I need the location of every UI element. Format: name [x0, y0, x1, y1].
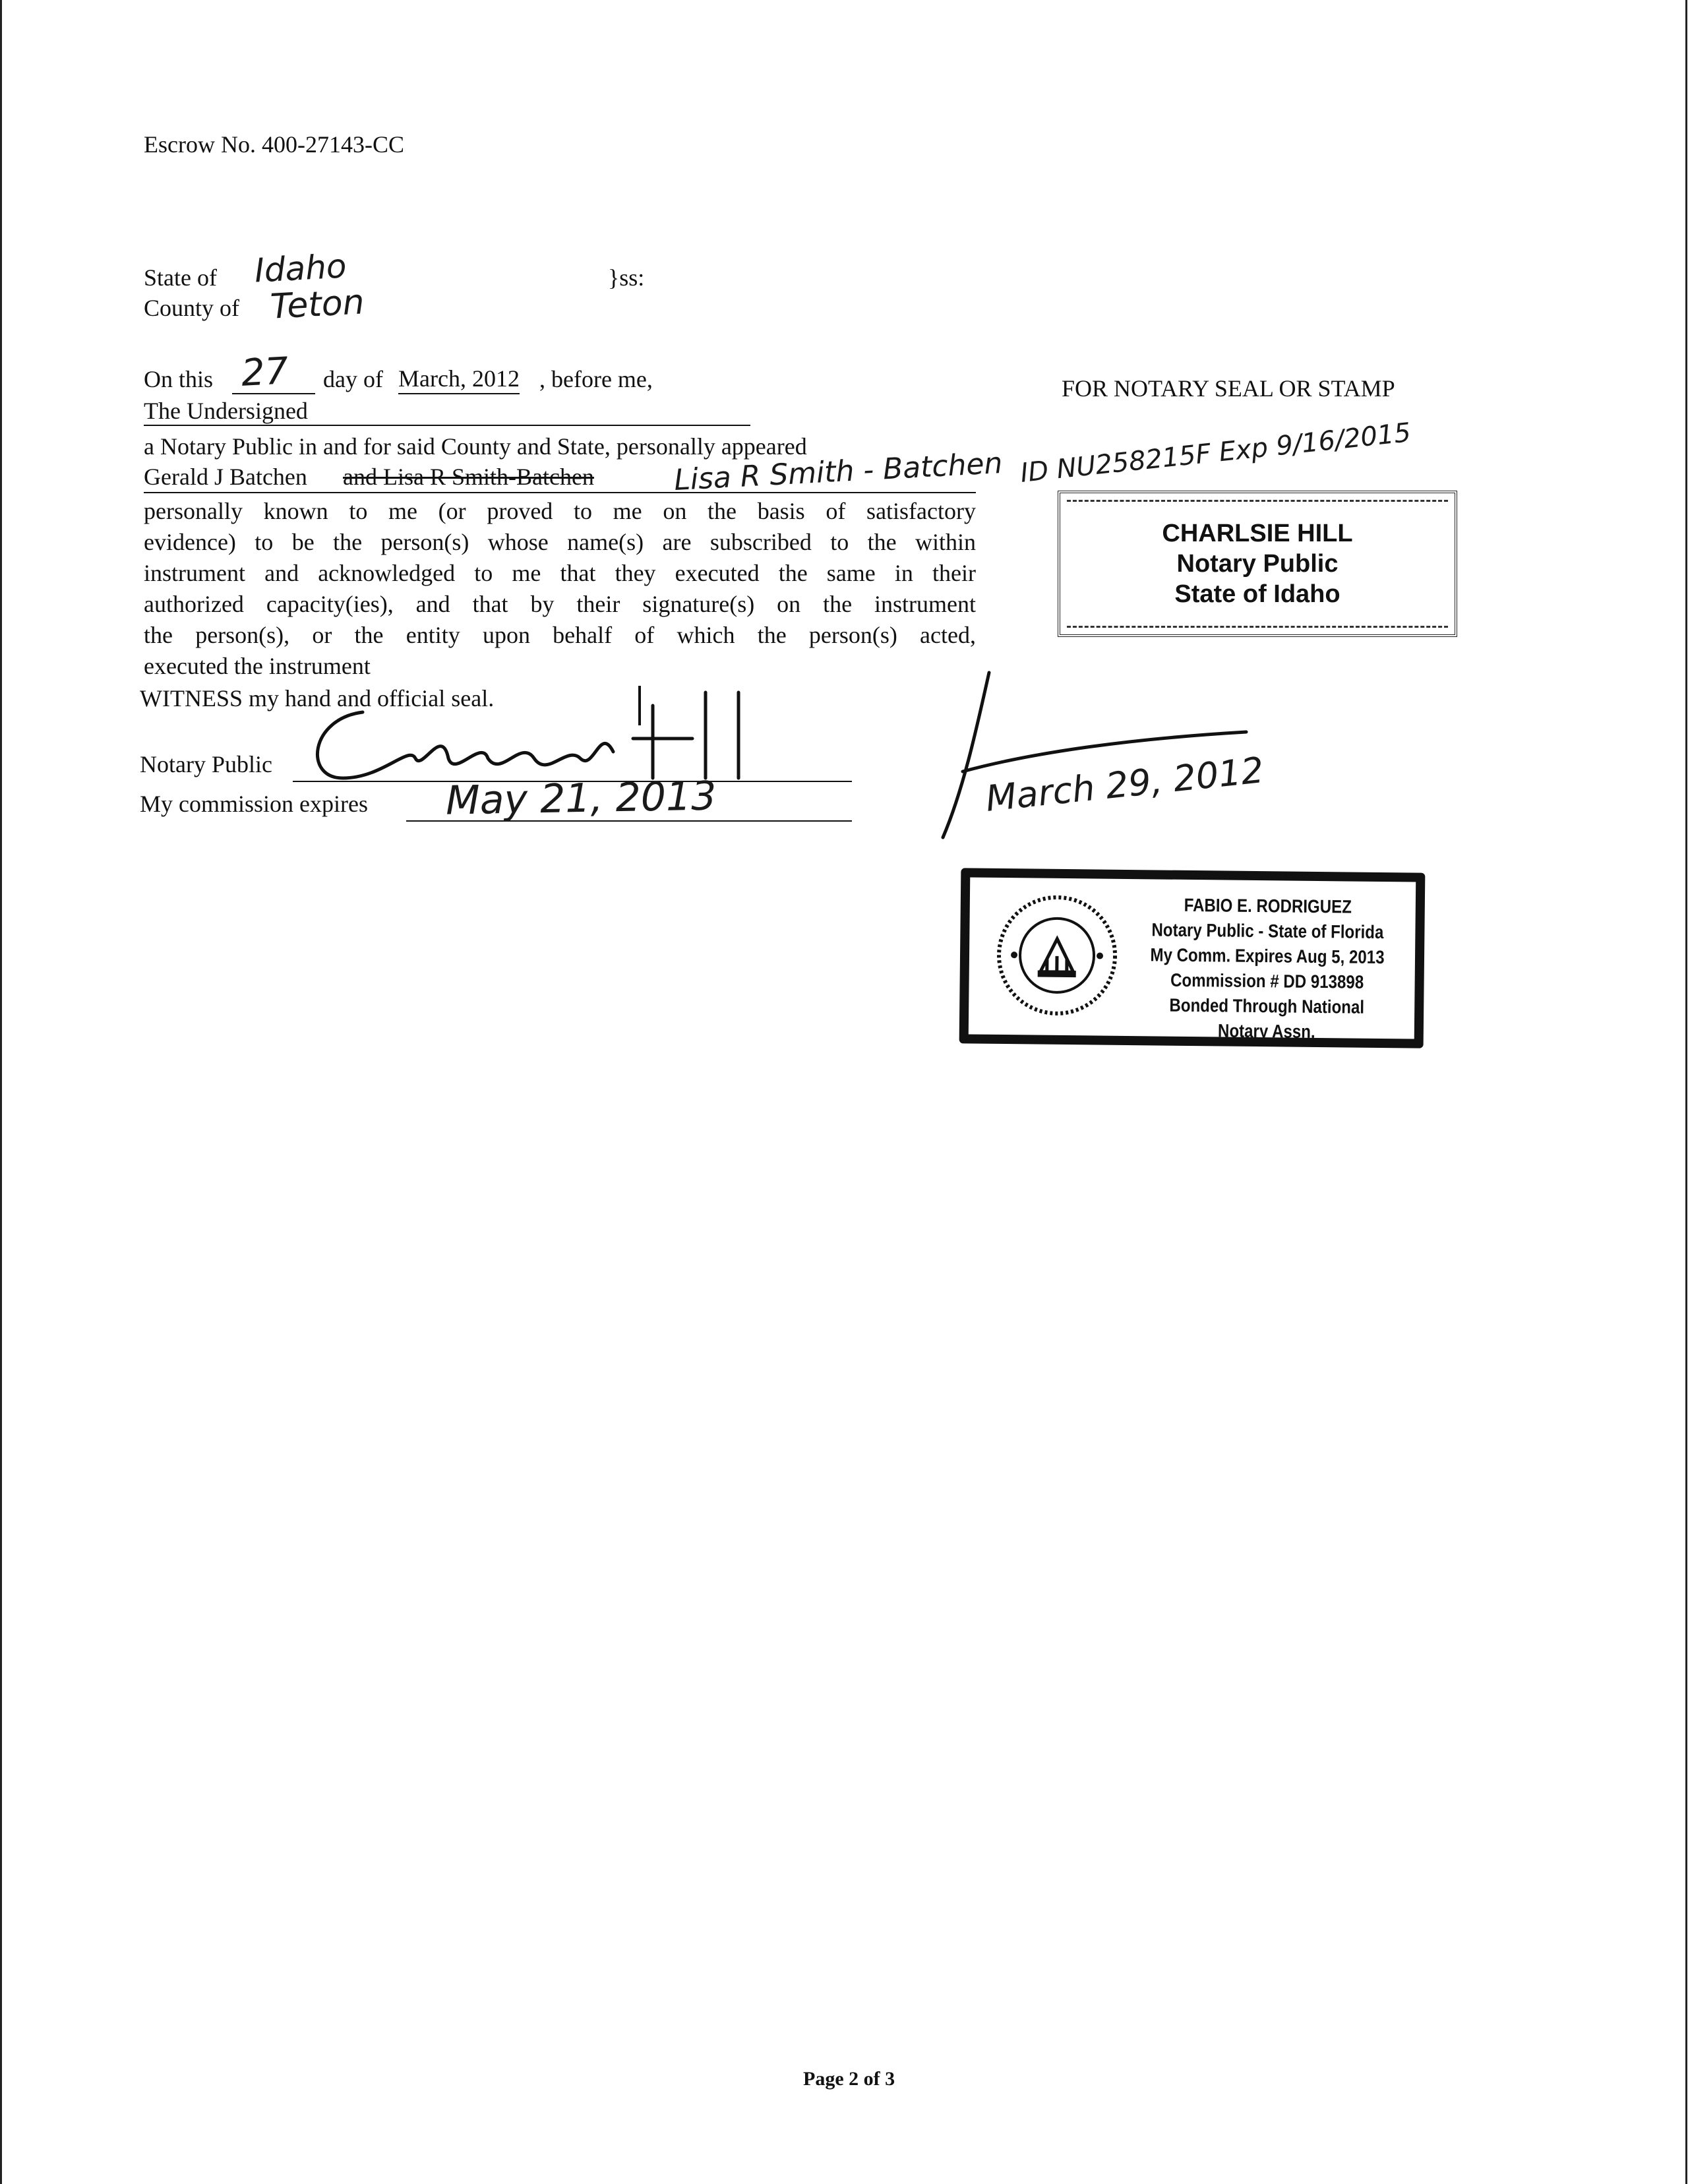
body-line-3: instrument and acknowledged to me that they executed the same in their	[144, 560, 976, 586]
escrow-number: Escrow No. 400-27143-CC	[144, 131, 404, 158]
ss-mark: }ss:	[608, 264, 645, 291]
on-this-label: On this	[144, 366, 214, 392]
page-number: Page 2 of 3	[803, 2068, 895, 2090]
id-handwritten-note: ID NU258215F Exp 9/16/2015	[1019, 417, 1412, 489]
acknowledgment-body	[144, 496, 976, 682]
florida-stamp-line-5: Bonded Through National Notary Assn.	[1169, 994, 1365, 1042]
commission-handwritten: May 21, 2013	[445, 773, 717, 824]
second-notary-date: March 29, 2012	[983, 749, 1266, 820]
person-name: Gerald J Batchen	[144, 464, 307, 490]
scan-left-edge	[0, 0, 2, 2184]
person-line	[144, 492, 976, 493]
florida-stamp-text	[1141, 892, 1393, 1045]
idaho-stamp-name: CHARLSIE HILL	[1162, 520, 1353, 547]
florida-stamp-line-1: FABIO E. RODRIGUEZ	[1184, 894, 1352, 917]
idaho-stamp-state: State of Idaho	[1174, 580, 1341, 608]
day-handwritten: 27	[240, 349, 289, 395]
state-handwritten: Idaho	[253, 247, 347, 290]
state-of-florida-seal-icon	[994, 892, 1120, 1019]
state-label: State of	[144, 264, 217, 291]
seal-heading: FOR NOTARY SEAL OR STAMP	[1062, 375, 1395, 402]
body-line-5: the person(s), or the entity upon behalf of which the person(s) acted,	[144, 622, 976, 648]
officer-line	[144, 425, 750, 426]
florida-stamp-line-3: My Comm. Expires Aug 5, 2013	[1150, 944, 1385, 968]
idaho-stamp-title: Notary Public	[1176, 550, 1339, 578]
county-label: County of	[144, 295, 240, 321]
notary-line: a Notary Public in and for said County and State, personally appeared	[144, 433, 807, 460]
body-line-6: executed the instrument	[144, 653, 371, 679]
witness-line: WITNESS my hand and official seal.	[140, 685, 495, 712]
notary-signature-mark	[284, 686, 785, 785]
florida-stamp-line-2: Notary Public - State of Florida	[1151, 919, 1384, 943]
month-year: March, 2012	[398, 364, 520, 394]
idaho-notary-stamp	[1058, 491, 1457, 637]
commission-label: My commission expires	[140, 791, 368, 817]
day-of-label: day of	[323, 366, 383, 392]
county-handwritten: Teton	[269, 282, 365, 327]
scan-right-edge	[1685, 0, 1687, 2184]
body-line-4: authorized capacity(ies), and that by their signature(s) on the instrument	[144, 591, 976, 617]
florida-stamp-line-4: Commission # DD 913898	[1170, 969, 1364, 992]
body-line-2: evidence) to be the person(s) whose name(s) are subscribed to the within	[144, 529, 976, 555]
before-me: , before me,	[539, 366, 653, 392]
person-struck-name: and Lisa R Smith-Batchen	[343, 464, 594, 490]
body-line-1: personally known to me (or proved to me on the basis of satisfactory	[144, 498, 976, 524]
person-handwritten: Lisa R Smith - Batchen	[673, 446, 1004, 498]
officer-name: The Undersigned	[144, 398, 308, 424]
notary-public-label: Notary Public	[140, 751, 272, 777]
florida-notary-stamp	[959, 868, 1426, 1048]
